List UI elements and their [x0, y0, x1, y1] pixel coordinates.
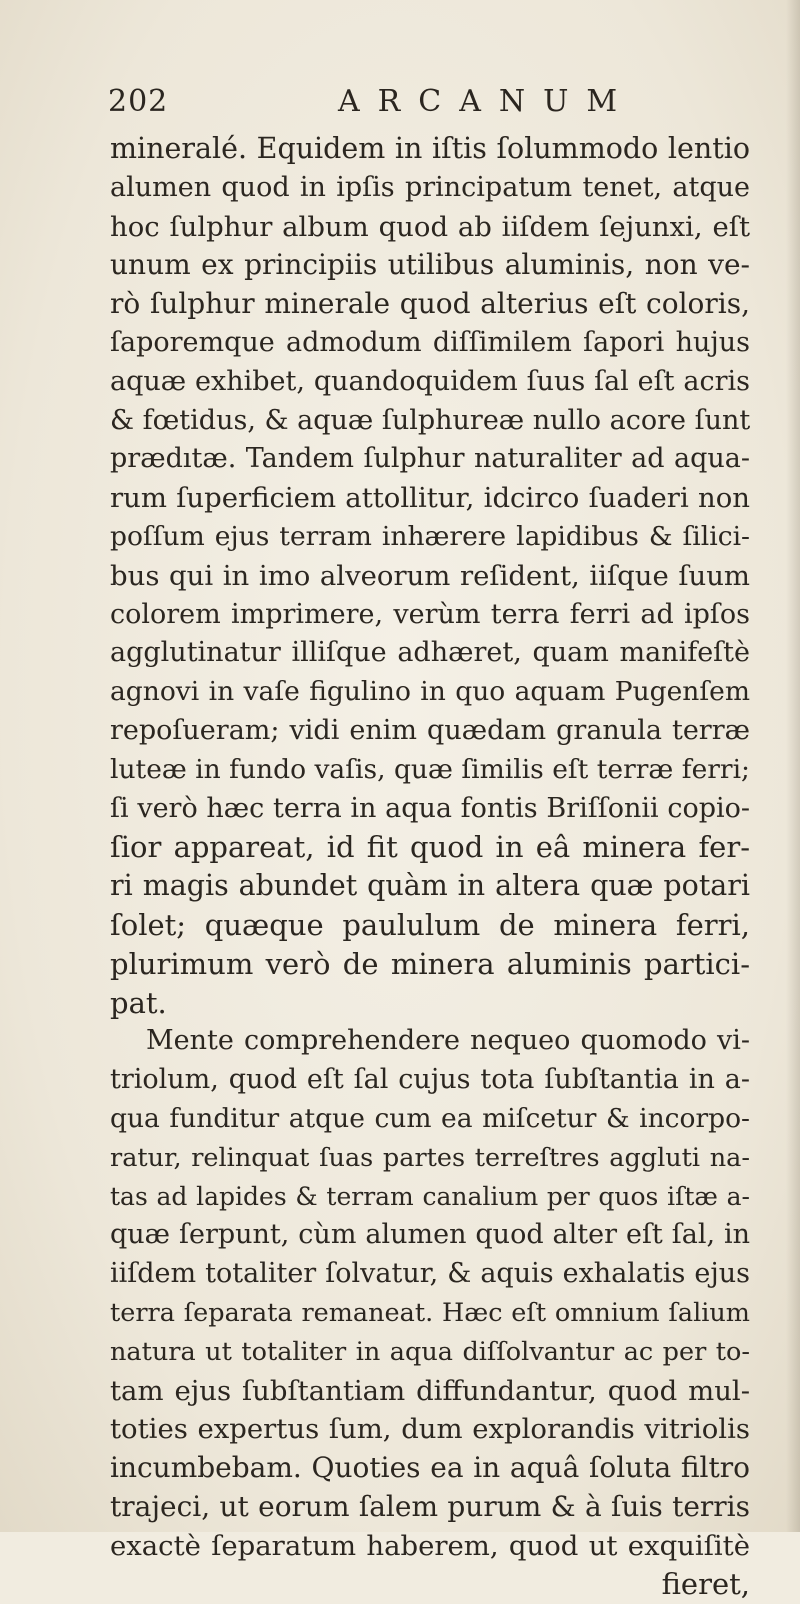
text-line: alumen quod in ipſis principatum tenet, atque — [110, 171, 750, 203]
body-text — [110, 130, 750, 1604]
text-line: tas ad lapides & terram canalium per quos iſtæ a- — [110, 1181, 750, 1211]
text-line: ſaporemque admodum diſſimilem ſapori hujus — [110, 326, 750, 358]
text-line: ratur, relinquat ſuas partes terreſtres aggluti na- — [110, 1142, 750, 1173]
text-line: prædıtæ. Tandem ſulphur naturaliter ad aqua- — [110, 443, 750, 475]
text-line: trajeci, ut eorum ſalem purum & à ſuis terris — [110, 1489, 750, 1523]
text-line: rum ſuperficiem attollitur, idcirco ſuaderi non — [110, 482, 750, 515]
running-title: ARCANUM — [338, 84, 636, 119]
text-line: unum ex principiis utilibus aluminis, non ve- — [110, 248, 750, 282]
text-line: ſolet; quæque paululum de minera ferri, — [110, 907, 750, 942]
text-line: poſſum ejus terram inhærere lapidibus & ſilici- — [110, 520, 750, 552]
page-number: 202 — [108, 84, 169, 119]
text-line: bus qui in imo alveorum reſident, iiſque ſuum — [110, 559, 750, 592]
text-line: aquæ exhibet, quandoquidem ſuus ſal eſt acris — [110, 365, 750, 397]
text-line: pat. — [110, 985, 167, 1020]
text-line: rò ſulphur minerale quod alterius eſt coloris, — [110, 287, 750, 321]
text-line: qua funditur atque cum ea miſcetur & incorpo- — [110, 1102, 750, 1134]
text-line: exactè ſeparatum haberem, quod ut exquiſitè — [110, 1529, 750, 1562]
text-line: hoc ſulphur album quod ab iiſdem ſejunxi, eſt — [110, 210, 750, 243]
text-line: ri magis abundet quàm in altera quæ potari — [110, 869, 750, 903]
text-line: & fœtidus, & aquæ ſulphureæ nullo acore ſunt — [110, 404, 750, 436]
page-header — [108, 84, 708, 124]
page-edge-shadow — [786, 0, 800, 1532]
text-line: incumbebam. Quoties ea in aquâ ſoluta filtro — [110, 1451, 750, 1485]
text-line: colorem imprimere, verùm terra ferri ad ipſos — [110, 598, 750, 630]
text-line: luteæ in fundo vaſis, quæ ſimilis eſt terræ ferri; — [110, 753, 750, 785]
text-line: Mente comprehendere nequeo quomodo vi- — [146, 1025, 750, 1057]
text-line: agglutinatur illiſque adhæret, quam manifeſtè — [110, 637, 750, 669]
text-line: ſi verò hæc terra in aqua fontis Briſſonii copio- — [110, 792, 750, 824]
text-line: plurimum verò de minera aluminis partici- — [110, 946, 750, 981]
text-line: terra ſeparata remaneat. Hæc eſt omnium ſalium — [110, 1297, 750, 1328]
text-line: toties expertus ſum, dum explorandis vitriolis — [110, 1413, 750, 1446]
text-line: natura ut totaliter in aqua diſſolvantur ac per to- — [110, 1336, 750, 1367]
text-line: repoſueram; vidi enim quædam granula terræ — [110, 714, 750, 746]
text-line: ſior appareat, id fit quod in eâ minera fer- — [110, 830, 750, 865]
text-line: tam ejus ſubſtantiam diffundantur, quod mul- — [110, 1374, 750, 1407]
text-line: iiſdem totaliter ſolvatur, & aquis exhalatis ejus — [110, 1258, 750, 1290]
text-line: triolum, quod eſt ſal cujus tota ſubſtantia in a- — [110, 1064, 750, 1096]
text-line: quæ ſerpunt, cùm alumen quod alter eſt ſal, in — [110, 1219, 750, 1251]
text-line: agnovi in vaſe figulino in quo aquam Pugenſem — [110, 676, 750, 708]
text-line: mineralé. Equidem in iſtis ſolummodo lentio — [110, 132, 750, 165]
text-line: fieret, — [661, 1567, 750, 1602]
